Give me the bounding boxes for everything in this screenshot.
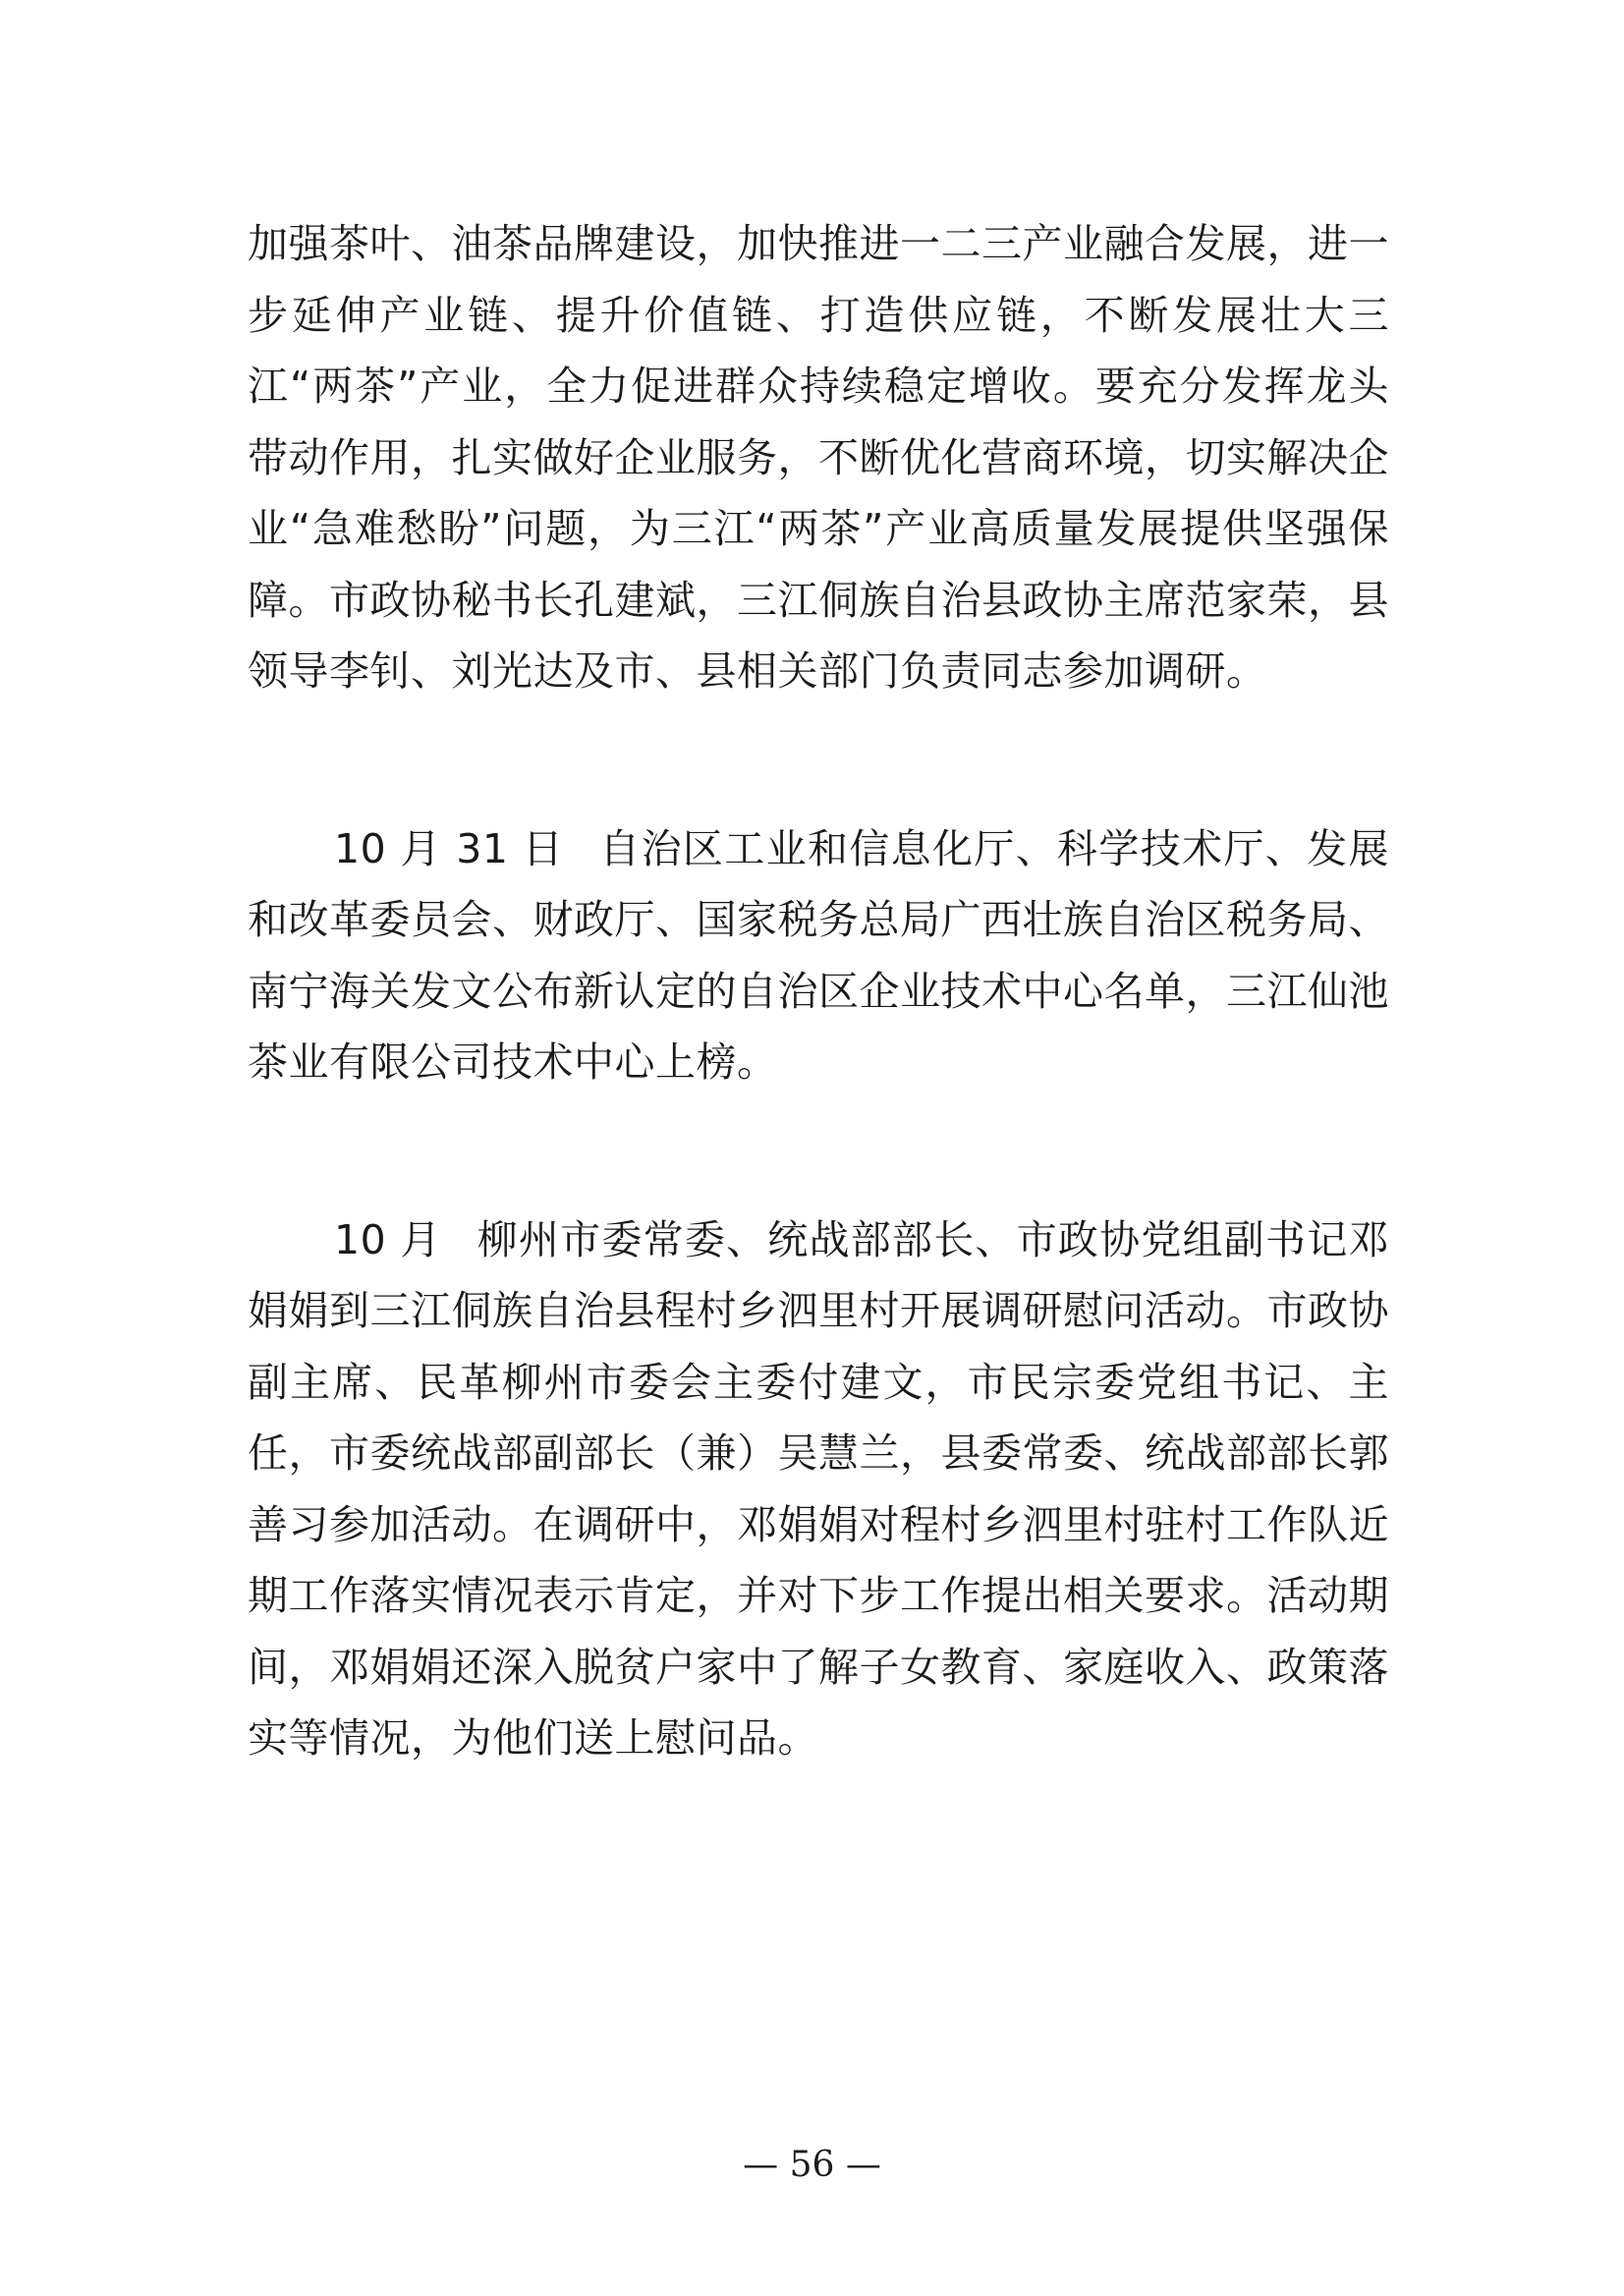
continuation-paragraph: 加强茶叶、油茶品牌建设，加快推进一二三产业融合发展，进一步延伸产业链、提升价值链、打造供应链，不断发展壮大三江“两茶”产业，全力促进群众持续稳定增收。要充分发挥龙头带动作用，扎实做好企业服务，不断优化营商环境，切实解决企业“急难愁盼”问题，为三江“两茶”产业高质量发展提供坚强保障。市政协秘书长孔建斌，三江侗族自治县政协主席范家荣，县领导李钊、刘光达及市、县相关部门负责同志参加调研。 — [248, 220, 1389, 695]
chronicle-entry — [248, 813, 1389, 1098]
paragraph-gap — [248, 1098, 1389, 1204]
page-body — [248, 208, 1389, 1774]
entry-date: 10 月 31 日 — [334, 824, 565, 872]
chronicle-entry — [248, 1204, 1389, 1774]
paragraph-gap — [248, 707, 1389, 813]
page-number: — 56 — — [743, 2145, 881, 2185]
entry-date: 10 月 — [334, 1215, 442, 1263]
entry-text: 自治区工业和信息化厅、科学技术厅、发展和改革委员会、财政厅、国家税务总局广西壮族自治区税务局、南宁海关发文公布新认定的自治区企业技术中心名单，三江仙池茶业有限公司技术中心上榜。 — [248, 824, 1389, 1086]
entry-text: 柳州市委常委、统战部部长、市政协党组副书记邓娟娟到三江侗族自治县程村乡泗里村开展调研慰问活动。市政协副主席、民革柳州市委会主委付建文，市民宗委党组书记、主任，市委统战部副部长（兼）吴慧兰，县委常委、统战部部长郭善习参加活动。在调研中，邓娟娟对程村乡泗里村驻村工作队近期工作落实情况表示肯定，并对下步工作提出相关要求。活动期间，邓娟娟还深入脱贫户家中了解子女教育、家庭收入、政策落实等情况，为他们送上慰问品。 — [248, 1215, 1389, 1762]
